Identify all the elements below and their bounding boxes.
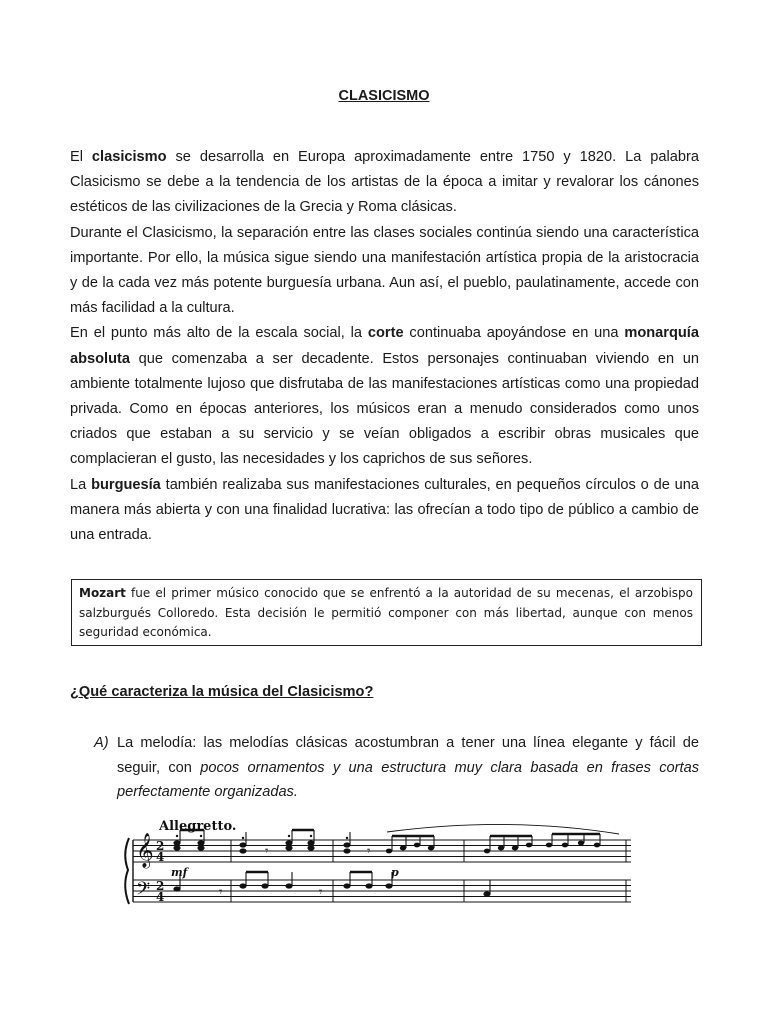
- dynamic-p: p: [391, 866, 399, 879]
- treble-notes: [173, 840, 600, 853]
- paragraph: [70, 221, 699, 322]
- svg-text:2: 2: [156, 879, 165, 893]
- text-run: Durante el Clasicismo, la separación entre las clases sociales continúa siendo una característica importante. Por ello, la música sigue siendo una manifestación artística propia de la aristocracia y de la cada vez más potente burguesía urbana. Aun así, el pueblo, paulatinamente, accede con más facilidad a la cultura.: [70, 224, 699, 317]
- body-text: [70, 145, 699, 548]
- bold-term: clasicismo: [91, 149, 167, 165]
- list-item: [94, 731, 699, 805]
- text-run: se desarrolla en Europa aproximadamente entre 1750 y 1820. La palabra Clasicismo se debe a la tendencia de los artistas de la época a imitar y revalorar los cánones estéticos de las civilizaciones de la Grecia y Roma clásicas.: [70, 149, 699, 216]
- music-score-image: [119, 814, 644, 922]
- section-heading: ¿Qué caracteriza la música del Clasicismo?: [70, 684, 374, 700]
- list-marker: A): [94, 735, 109, 751]
- tempo-marking: Allegretto.: [159, 819, 237, 834]
- note-box: [71, 579, 702, 646]
- time-signature: [156, 839, 164, 904]
- svg-text:𝄾: 𝄾: [265, 844, 269, 859]
- dynamic-mf: mf: [171, 866, 188, 879]
- staccato-dots: [176, 835, 348, 839]
- text-run: En el punto más alto de la escala social, la: [70, 325, 368, 342]
- italic-text: pocos ornamentos y una estructura muy clara basada en frases cortas perfectamente organizadas.: [117, 759, 699, 800]
- bold-term: corte: [367, 325, 404, 342]
- text-run: El: [70, 149, 92, 165]
- svg-text:𝄾: 𝄾: [319, 885, 323, 900]
- bass-clef: 𝄢: [136, 879, 151, 904]
- svg-text:4: 4: [156, 850, 165, 864]
- phrase-slur: [387, 824, 619, 834]
- treble-clef: 𝄞: [136, 833, 154, 868]
- bold-term: burguesía: [91, 476, 161, 493]
- note-text: fue el primer músico conocido que se enfrentó a la autoridad de su mecenas, el arzobispo salzburgués Colloredo. Esta decisión le permitió componer con más libertad, aunque con menos seguridad económica.: [79, 586, 693, 639]
- paragraph: [70, 473, 699, 549]
- svg-text:2: 2: [156, 839, 165, 853]
- treble-stems: [180, 830, 600, 851]
- text-run: La: [70, 476, 92, 493]
- note-bold: Mozart: [79, 586, 126, 600]
- text-run: que comenzaba a ser decadente. Estos personajes continuaban viviendo en un ambiente totalmente lujoso que disfrutaba de las manifestaciones artísticas como una propiedad privada. Como en épocas anteriores, los músicos eran a menudo considerados como unos criados que estaban a su servicio y se veían obligados a escribir obras musicales que complacieran el gusto, las necesidades y los caprichos de sus señores.: [70, 350, 699, 468]
- svg-text:𝄾: 𝄾: [219, 885, 223, 900]
- list-text: [117, 731, 699, 805]
- text-run: La melodía: las melodías clásicas acostumbran a tener una línea elegante y fácil de seguir, con: [117, 735, 699, 776]
- svg-text:𝄾: 𝄾: [367, 844, 371, 859]
- text-run: continuaba apoyándose en una: [403, 325, 625, 342]
- bold-term: monarquía absoluta: [70, 325, 699, 367]
- staff-lines: [133, 840, 631, 902]
- page-title: CLASICISMO: [338, 88, 430, 104]
- paragraph: [70, 321, 699, 472]
- text-run: también realizaba sus manifestaciones culturales, en pequeños círculos o de una manera más abierta y con una finalidad lucrativa: las ofrecían a todo tipo de público a cambio de una entrada.: [70, 476, 699, 544]
- svg-text:4: 4: [156, 890, 165, 904]
- treble-beams: [180, 830, 600, 836]
- paragraph: [70, 145, 699, 221]
